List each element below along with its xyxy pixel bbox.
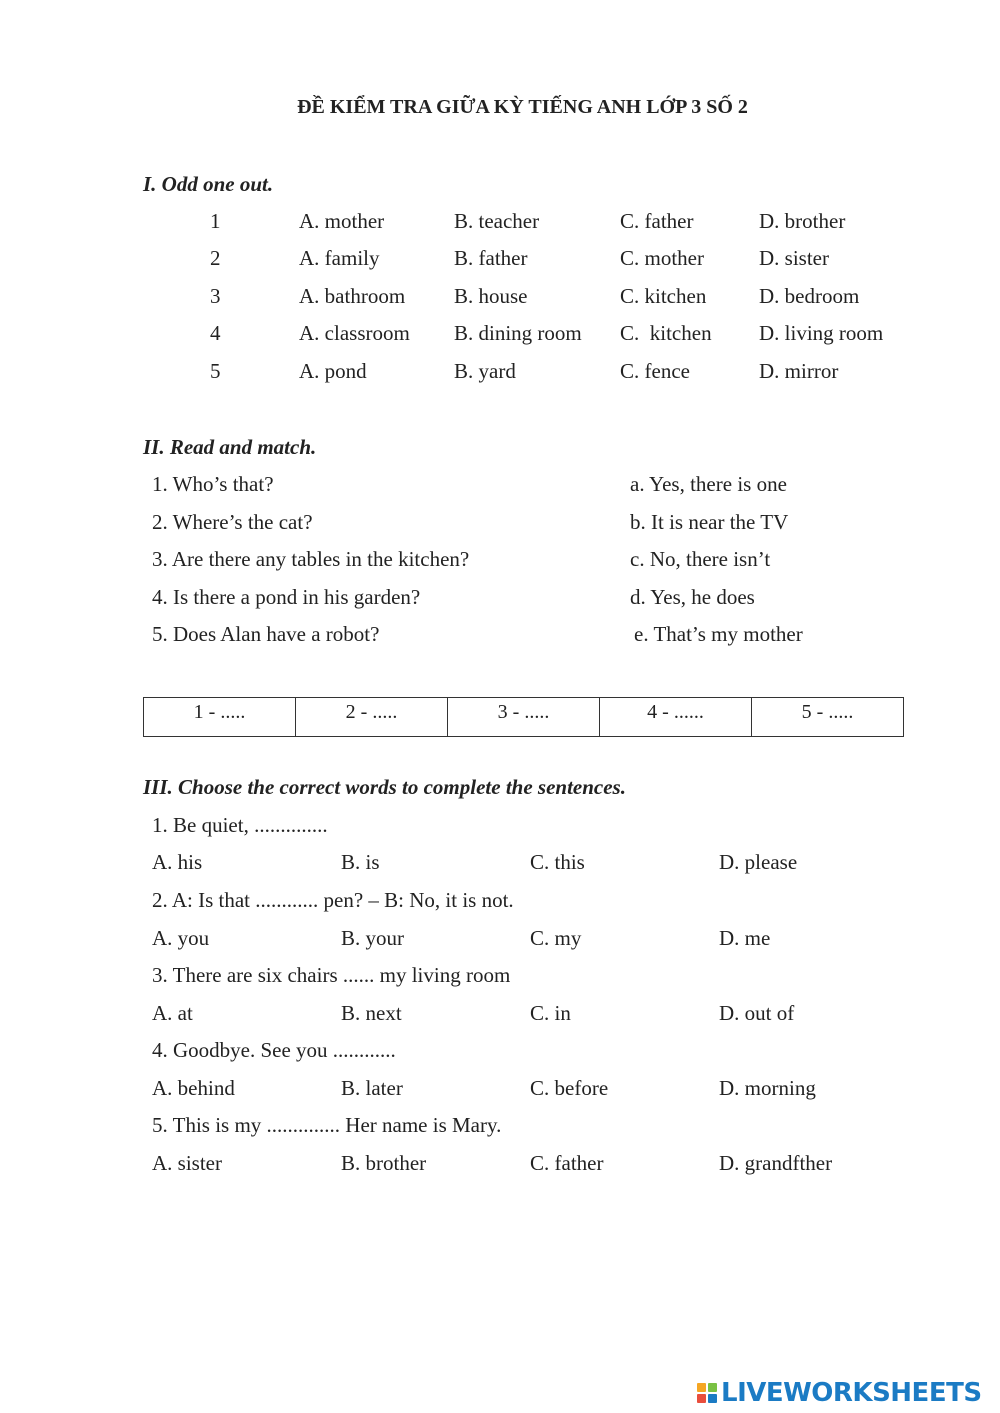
answer-box-1[interactable]: 1 - ..... <box>144 698 296 737</box>
mcq-question: 5. This is my .............. Her name is Mary. <box>152 1113 502 1137</box>
match-answer: c. No, there isn’t <box>630 547 771 571</box>
logo-mark-icon <box>697 1383 717 1403</box>
mcq-option-a[interactable]: A. his <box>152 850 203 874</box>
option-b: B. yard <box>454 359 516 383</box>
option-b: B. house <box>454 284 528 308</box>
logo-square <box>708 1394 717 1403</box>
mcq-question: 2. A: Is that ............ pen? – B: No, it is not. <box>152 888 514 912</box>
match-question: 3. Are there any tables in the kitchen? <box>152 547 470 571</box>
option-c: C. fence <box>620 359 690 383</box>
match-answer: b. It is near the TV <box>630 510 789 534</box>
mcq-option-d[interactable]: D. morning <box>719 1076 816 1100</box>
option-b: B. teacher <box>454 209 540 233</box>
mcq-option-c[interactable]: C. in <box>530 1001 571 1025</box>
option-c: C. kitchen <box>620 321 712 345</box>
option-a: A. mother <box>299 209 385 233</box>
mcq-option-d[interactable]: D. please <box>719 850 798 874</box>
option-d: D. bedroom <box>759 284 860 308</box>
mcq-option-c[interactable]: C. this <box>530 850 585 874</box>
section-2-heading: II. Read and match. <box>143 435 317 459</box>
option-d: D. living room <box>759 321 884 345</box>
match-answer-table <box>143 697 904 737</box>
mcq-option-d[interactable]: D. grandfther <box>719 1151 833 1175</box>
row-number: 1 <box>210 209 221 233</box>
mcq-option-b[interactable]: B. next <box>341 1001 402 1025</box>
mcq-option-a[interactable]: A. at <box>152 1001 193 1025</box>
mcq-option-a[interactable]: A. behind <box>152 1076 235 1100</box>
mcq-option-b[interactable]: B. later <box>341 1076 403 1100</box>
logo-square <box>697 1394 706 1403</box>
mcq-option-d[interactable]: D. out of <box>719 1001 795 1025</box>
row-number: 3 <box>210 284 221 308</box>
option-d: D. brother <box>759 209 846 233</box>
option-c: C. mother <box>620 246 704 270</box>
mcq-option-a[interactable]: A. sister <box>152 1151 222 1175</box>
match-question: 4. Is there a pond in his garden? <box>152 585 421 609</box>
match-answer: d. Yes, he does <box>630 585 755 609</box>
option-d: D. mirror <box>759 359 839 383</box>
match-answer: a. Yes, there is one <box>630 472 787 496</box>
section-3-heading: III. Choose the correct words to complete the sentences. <box>143 775 626 799</box>
logo-text: LIVEWORKSHEETS <box>721 1378 982 1408</box>
answer-box-5[interactable]: 5 - ..... <box>752 698 904 737</box>
answer-box-2[interactable]: 2 - ..... <box>296 698 448 737</box>
option-c: C. kitchen <box>620 284 707 308</box>
row-number: 5 <box>210 359 221 383</box>
page-title: ĐỀ KIỂM TRA GIỮA KỲ TIẾNG ANH LỚP 3 SỐ 2 <box>297 96 748 118</box>
mcq-option-c[interactable]: C. father <box>530 1151 604 1175</box>
mcq-option-b[interactable]: B. your <box>341 926 404 950</box>
section-1-heading: I. Odd one out. <box>143 172 274 196</box>
row-number: 4 <box>210 321 221 345</box>
mcq-option-d[interactable]: D. me <box>719 926 771 950</box>
mcq-question: 3. There are six chairs ...... my living room <box>152 963 511 987</box>
mcq-question: 1. Be quiet, .............. <box>152 813 328 837</box>
logo-square <box>708 1383 717 1392</box>
option-a: A. family <box>299 246 380 270</box>
option-b: B. dining room <box>454 321 582 345</box>
option-d: D. sister <box>759 246 829 270</box>
option-a: A. bathroom <box>299 284 406 308</box>
liveworksheets-logo <box>697 1378 982 1408</box>
option-c: C. father <box>620 209 694 233</box>
answer-box-4[interactable]: 4 - ...... <box>600 698 752 737</box>
mcq-option-c[interactable]: C. before <box>530 1076 609 1100</box>
option-a: A. classroom <box>299 321 410 345</box>
match-answer: e. That’s my mother <box>634 622 803 646</box>
mcq-option-b[interactable]: B. is <box>341 850 380 874</box>
row-number: 2 <box>210 246 221 270</box>
mcq-option-a[interactable]: A. you <box>152 926 210 950</box>
option-b: B. father <box>454 246 528 270</box>
match-question: 5. Does Alan have a robot? <box>152 622 380 646</box>
mcq-option-b[interactable]: B. brother <box>341 1151 427 1175</box>
mcq-option-c[interactable]: C. my <box>530 926 582 950</box>
option-a: A. pond <box>299 359 367 383</box>
match-question: 1. Who’s that? <box>152 472 274 496</box>
logo-square <box>697 1383 706 1392</box>
answer-box-3[interactable]: 3 - ..... <box>448 698 600 737</box>
mcq-question: 4. Goodbye. See you ............ <box>152 1038 396 1062</box>
match-question: 2. Where’s the cat? <box>152 510 313 534</box>
